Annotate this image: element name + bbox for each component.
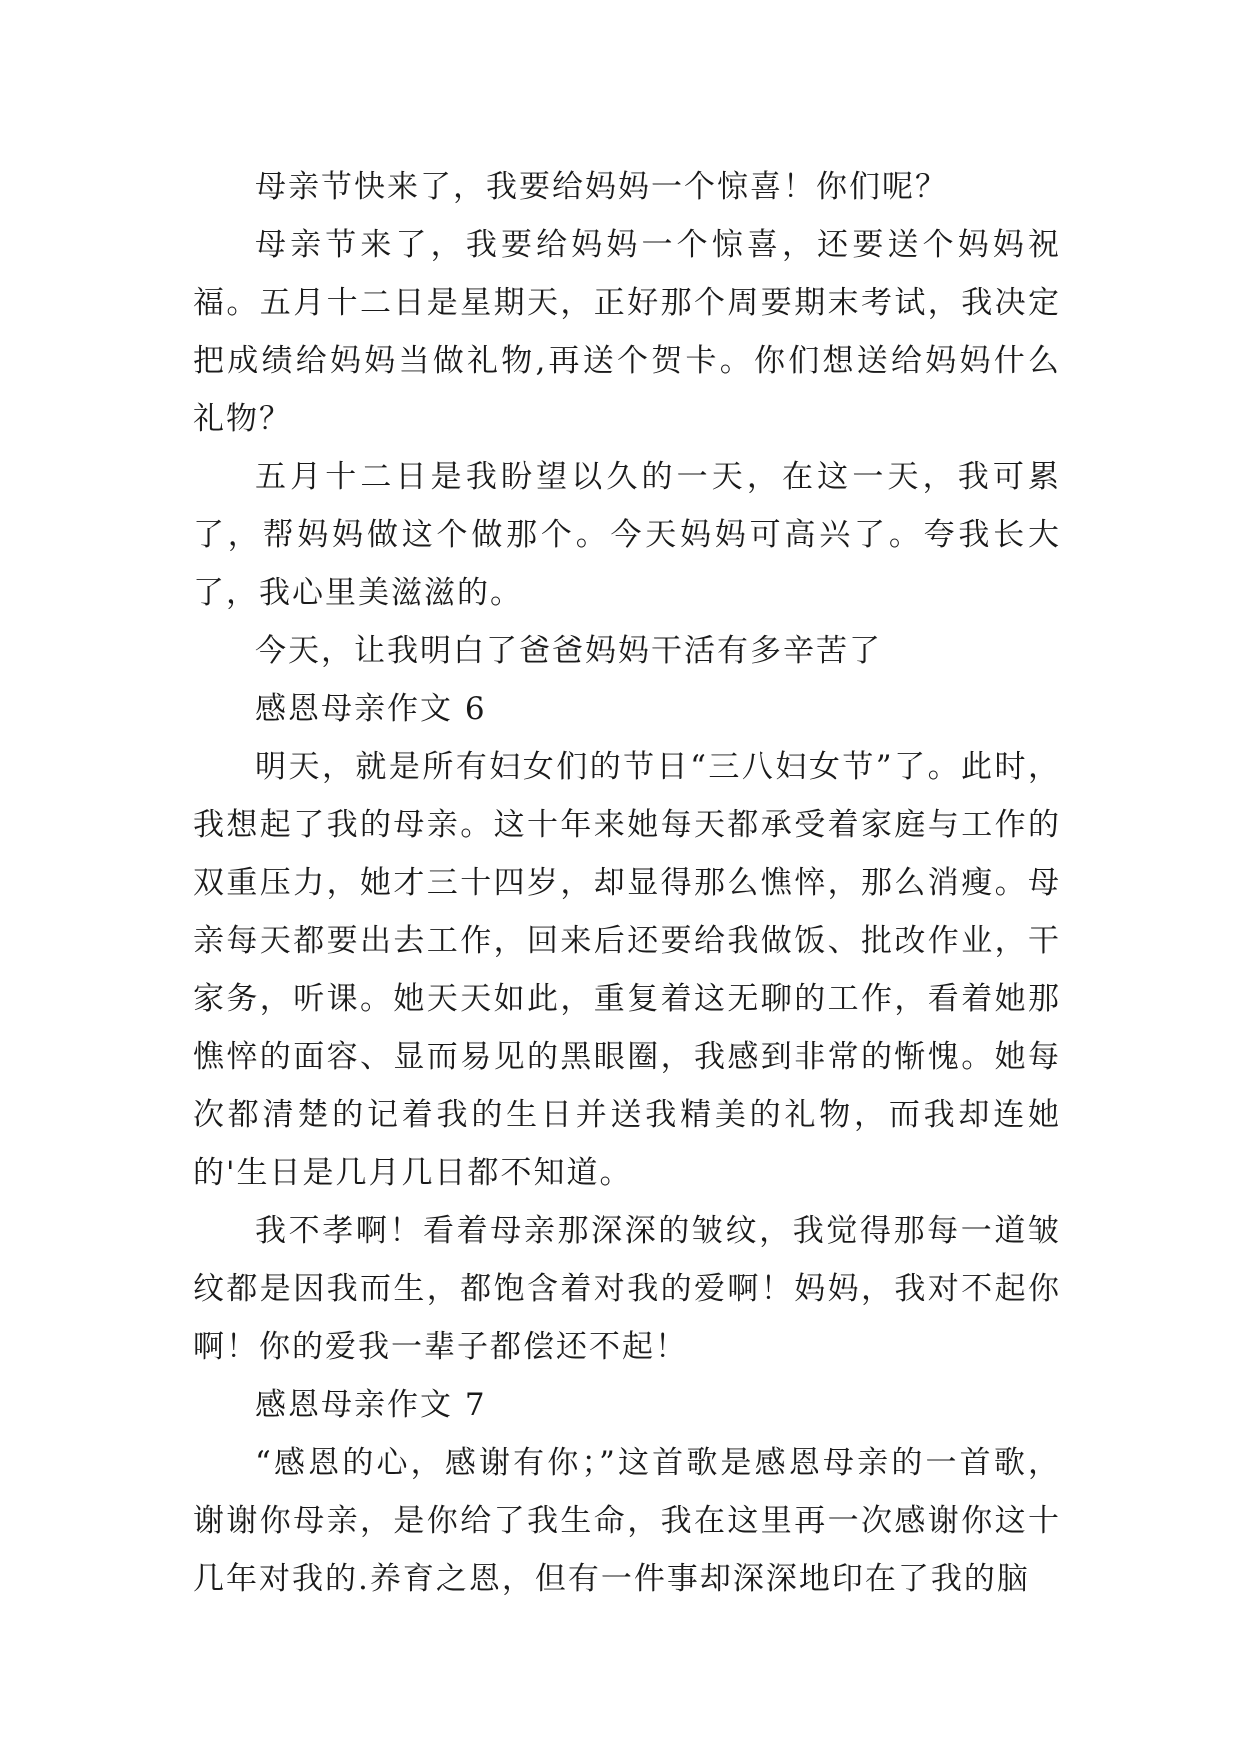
paragraph-4: 今天，让我明白了爸爸妈妈干活有多辛苦了	[255, 633, 882, 669]
document-body	[193, 158, 1061, 1608]
paragraph-9: “感恩的心，感谢有你；”这首歌是感恩母亲的一首歌，谢谢你母亲，是你给了我生命，我在这里再一次感谢你这十几年对我的.养育之恩，但有一件事却深深地印在了我的脑	[193, 1445, 1061, 1597]
paragraph-1: 母亲节快来了，我要给妈妈一个惊喜！你们呢？	[255, 169, 948, 205]
paragraph-7: 我不孝啊！看着母亲那深深的皱纹，我觉得那每一道皱纹都是因我而生，都饱含着对我的爱啊！妈妈，我对不起你啊！你的爱我一辈子都偿还不起！	[193, 1213, 1061, 1365]
paragraph-6: 明天，就是所有妇女们的节日“三八妇女节”了。此时，我想起了我的母亲。这十年来她每天都承受着家庭与工作的双重压力，她才三十四岁，却显得那么憔悴，那么消瘦。母亲每天都要出去工作，回来后还要给我做饭、批改作业，干家务，听课。她天天如此，重复着这无聊的工作，看着她那憔悴的面容、显而易见的黑眼圈，我感到非常的惭愧。她每次都清楚的记着我的生日并送我精美的礼物，而我却连她的'生日是几月几日都不知道。	[193, 749, 1061, 1191]
section-heading-7: 感恩母亲作文 7	[255, 1387, 487, 1423]
paragraph-3: 五月十二日是我盼望以久的一天，在这一天，我可累了，帮妈妈做这个做那个。今天妈妈可高兴了。夸我长大了，我心里美滋滋的。	[193, 459, 1061, 611]
paragraph-2: 母亲节来了，我要给妈妈一个惊喜，还要送个妈妈祝福。五月十二日是星期天，正好那个周要期末考试，我决定把成绩给妈妈当做礼物,再送个贺卡。你们想送给妈妈什么礼物？	[193, 227, 1061, 437]
section-heading-6: 感恩母亲作文 6	[255, 691, 487, 727]
